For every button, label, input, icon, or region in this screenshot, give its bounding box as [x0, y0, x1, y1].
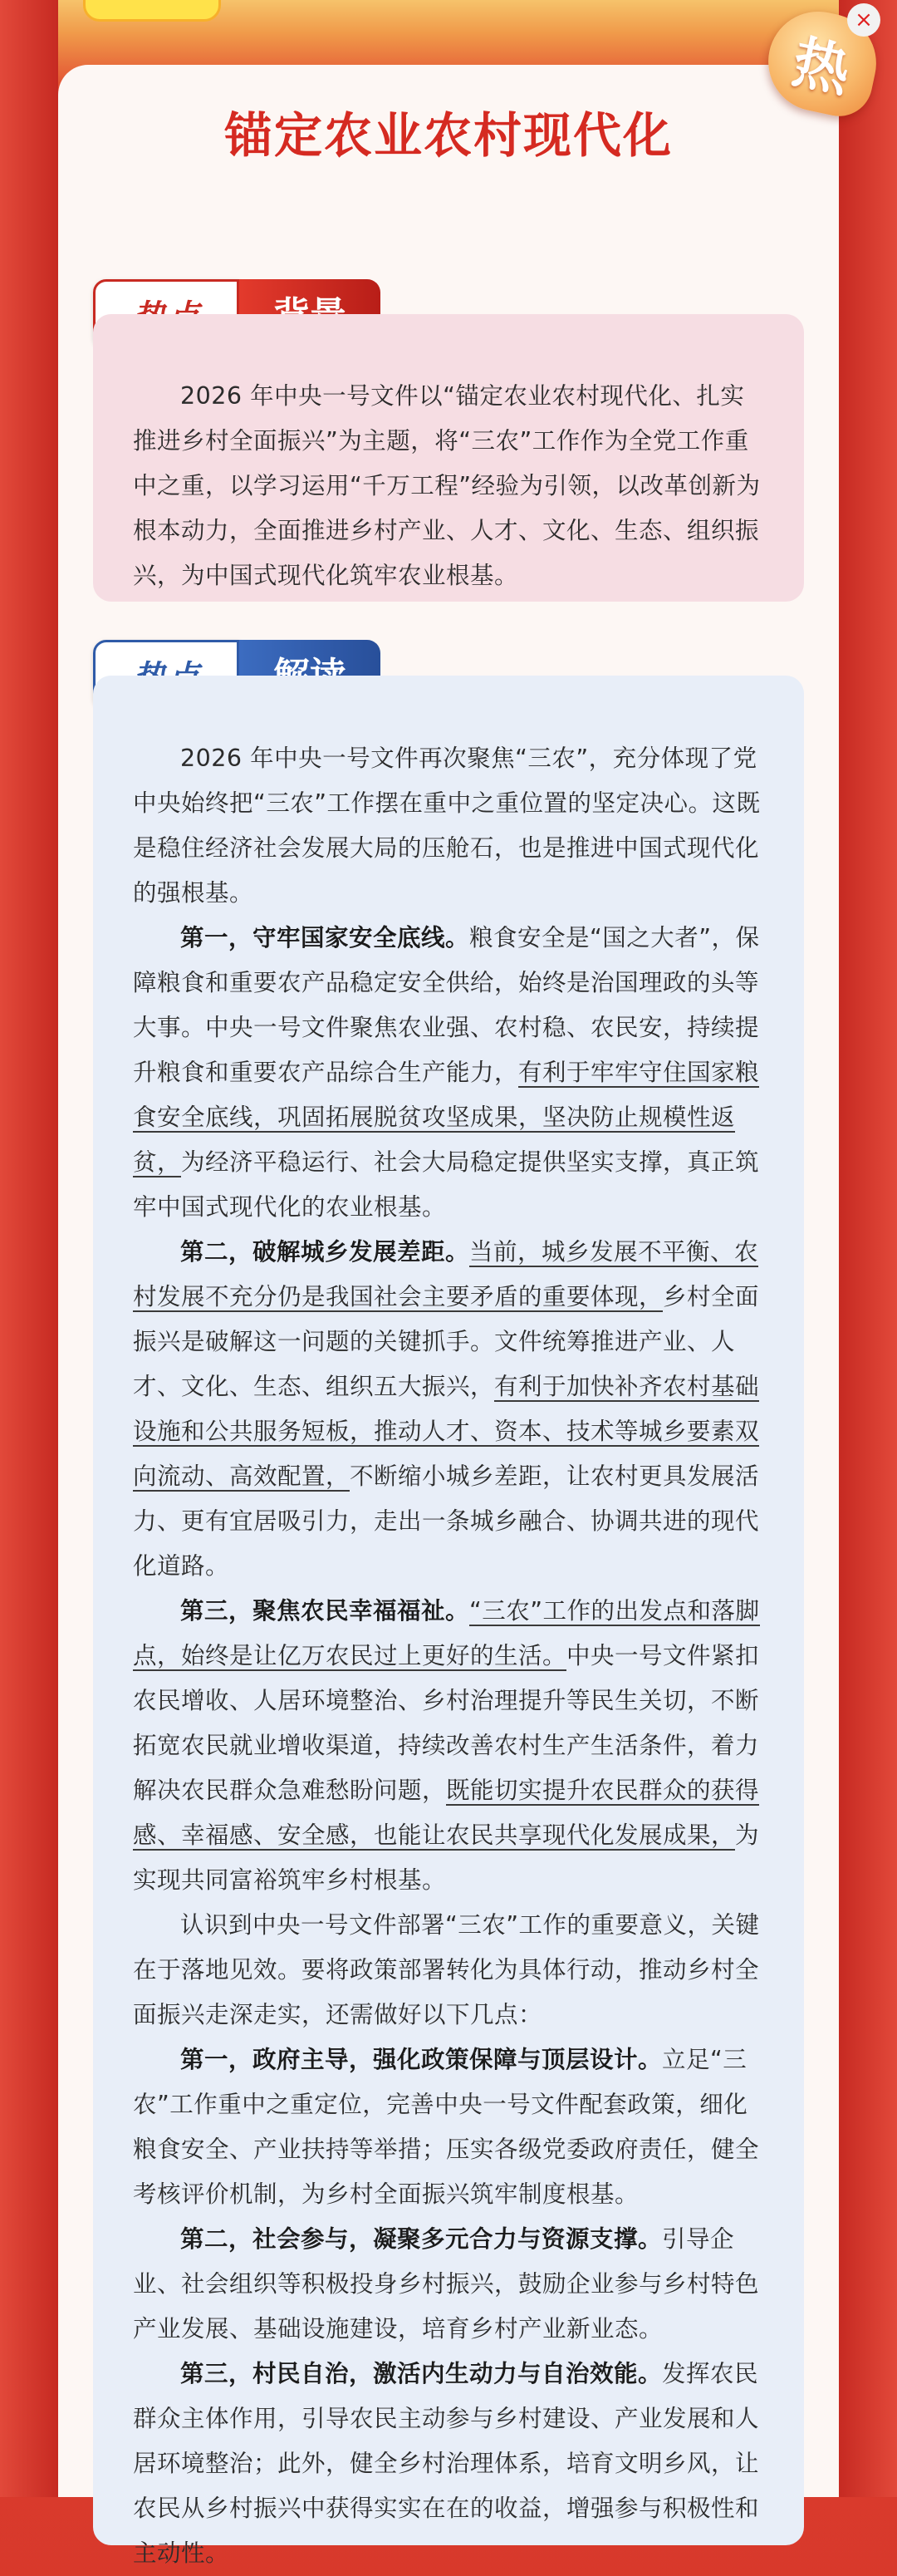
- point-text: 不断缩小城乡差距，让农村更具发展活力、更有宜居吸引力，走出一条城乡融合、协调共进的现代化道路。: [133, 1463, 760, 1580]
- point-lead: 第二，破解城乡发展差距。: [180, 1238, 470, 1266]
- point-lead: 第二，社会参与，凝聚多元合力与资源支撑。: [180, 2225, 663, 2253]
- point-lead: 第一，守牢国家安全底线。: [180, 924, 470, 951]
- ribbon-decoration: [83, 0, 221, 22]
- point-text: 乡村全面振兴是破解这一问题的关键抓手。文件统筹推进产业、人才、文化、生态、组织五大振兴，: [133, 1283, 760, 1400]
- action-point-1: [133, 2038, 764, 2217]
- point-text: 立足“三农”工作重中之重定位，完善中央一号文件配套政策，细化粮食安全、产业扶持等举措；压实各级党委政府责任，健全考核评价机制，为乡村全面振兴筑牢制度根基。: [133, 2046, 760, 2208]
- point-text: 为实现共同富裕筑牢乡村根基。: [133, 1821, 760, 1894]
- underlined-text: 有利于加快补齐农村基础设施和公共服务短板，推动人才、资本、技术等城乡要素双向流动、高效配置，: [133, 1373, 760, 1490]
- background-paragraph: 2026 年中央一号文件以“锚定农业农村现代化、扎实推进乡村全面振兴”为主题，将“三农”工作作为全党工作重中之重，以学习运用“千万工程”经验为引领，以改革创新为根本动力，全面推进乡村产业、人才、文化、生态、组织振兴，为中国式现代化筑牢农业根基。: [133, 382, 761, 589]
- reading-point-3: [133, 1589, 764, 1903]
- point-text: 为经济平稳运行、社会大局稳定提供坚实支撑，真正筑牢中国式现代化的农业根基。: [133, 1148, 760, 1221]
- point-text: 发挥农民群众主体作用，引导农民主动参与乡村建设、产业发展和人居环境整治；此外，健全乡村治理体系，培育文明乡风，让农民从乡村振兴中获得实实在在的收益，增强参与积极性和主动性。: [133, 2360, 760, 2567]
- hot-badge-text: 热: [787, 28, 856, 106]
- reading-intro: 2026 年中央一号文件再次聚焦“三农”，充分体现了党中央始终把“三农”工作摆在重中之重位置的坚定决心。这既是稳住经济社会发展大局的压舱石，也是推进中国式现代化的强根基。: [133, 745, 761, 907]
- point-lead: 第三，聚焦农民幸福福祉。: [180, 1597, 470, 1625]
- underlined-text: 当前，城乡发展不平衡、农村发展不充分仍是我国社会主要矛盾的重要体现，: [133, 1238, 759, 1310]
- action-point-2: [133, 2217, 764, 2352]
- action-point-3: [133, 2352, 764, 2576]
- point-lead: 第三，村民自治，激活内生动力与自治效能。: [180, 2360, 663, 2387]
- reading-transition: 认识到中央一号文件部署“三农”工作的重要意义，关键在于落地见效。要将政策部署转化为具体行动，推动乡村全面振兴走深走实，还需做好以下几点：: [133, 1911, 760, 2028]
- reading-point-1: [133, 916, 764, 1230]
- content-panel: [58, 65, 839, 2567]
- page-title: 锚定农业农村现代化: [223, 107, 673, 164]
- left-frame: [0, 0, 58, 2497]
- underlined-text: 有利于牢牢守住国家粮食安全底线，巩固拓展脱贫攻坚成果，坚决防止规模性返贫，: [133, 1059, 760, 1176]
- point-text: 粮食安全是“国之大者”，保障粮食和重要农产品稳定安全供给，始终是治国理政的头等大事。中央一号文件聚焦农业强、农村稳、农民安，持续提升粮食和重要农产品综合生产能力，: [133, 924, 760, 1086]
- underlined-text: 既能切实提升农民群众的获得感、幸福感、安全感，也能让农民共享现代化发展成果，: [133, 1777, 760, 1849]
- close-icon[interactable]: ×: [847, 3, 880, 37]
- reading-point-2: [133, 1230, 764, 1589]
- underlined-text: “三农”工作的出发点和落脚点，始终是让亿万农民过上更好的生活。: [133, 1597, 760, 1669]
- point-lead: 第一，政府主导，强化政策保障与顶层设计。: [180, 2046, 663, 2073]
- point-text: 引导企业、社会组织等积极投身乡村振兴，鼓励企业参与乡村特色产业发展、基础设施建设，培育乡村产业新业态。: [133, 2225, 760, 2342]
- point-text: 中央一号文件紧扣农民增收、人居环境整治、乡村治理提升等民生关切，不断拓宽农民就业增收渠道，持续改善农村生产生活条件，着力解决农民群众急难愁盼问题，: [133, 1642, 760, 1804]
- right-frame: [839, 0, 897, 2497]
